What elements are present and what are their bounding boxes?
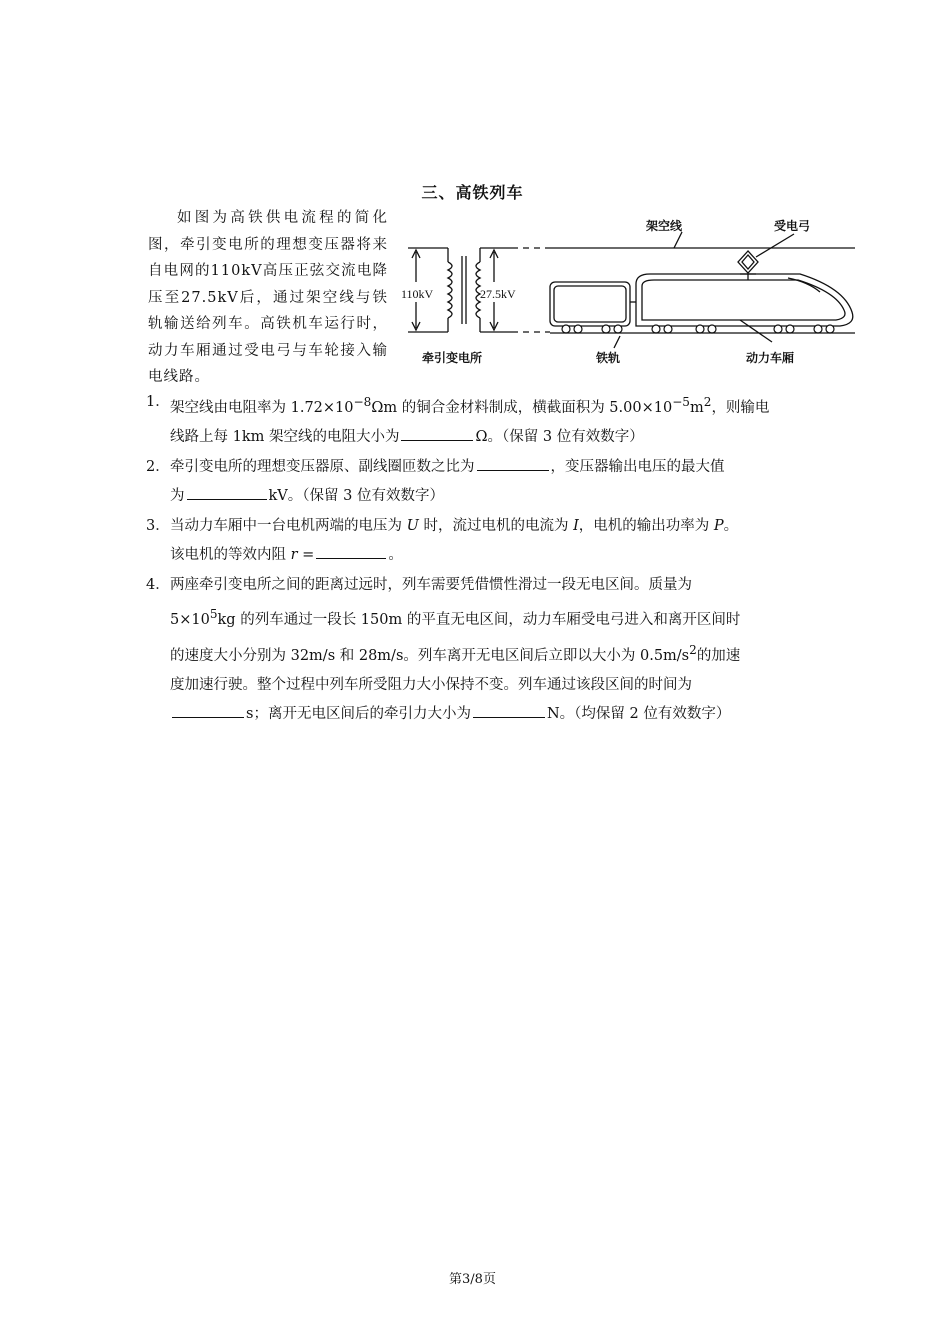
rail: [550, 320, 855, 348]
question-number: 2．: [146, 458, 170, 475]
answer-blank[interactable]: [172, 701, 244, 718]
question-number: 4．: [146, 576, 170, 593]
primary-voltage-label: 110kV: [401, 287, 434, 301]
wheels: [562, 325, 834, 333]
answer-blank[interactable]: [401, 424, 473, 441]
catenary-wire: [550, 232, 855, 248]
answer-blank[interactable]: [477, 454, 549, 471]
catenary-label: 架空线: [646, 219, 683, 233]
pantograph-label: 受电弓: [774, 219, 811, 233]
question-list: [146, 388, 806, 730]
question-4: 4． 两座牵引变电所之间的距离过远时，列车需要凭借惯性滑过一段无电区间。质量为 $5\times 10^5kg$ 的列车通过一段长 150m 的平直无电区间，动力车厢受电弓进入和离开区间时 的速度大小分别为 32m/s 和 28m/s。列车离开无电区间后立即以大小为 $0.5m/s^2$的加速 度加速行驶。整个过程中列车所受阻力大小保持不变。列车通过该段区间的时间为 s；离开无电区间后的牵引力大小为 N。（均保留 2 位有效数字）: [146, 571, 806, 730]
rail-label: 铁轨: [596, 351, 621, 365]
section-title: 三、高铁列车: [421, 183, 524, 202]
train-body: [550, 274, 853, 326]
intro-paragraph: 如图为高铁供电流程的简化图，牵引变电所的理想变压器将来自电网的110kV高压正弦交流电降压至27.5kV后，通过架空线与铁轨输送给列车。高铁机车运行时，动力车厢通过受电弓与车轮接入输电线路。: [148, 210, 388, 385]
secondary-voltage-label: 27.5kV: [480, 287, 516, 301]
answer-blank[interactable]: [316, 542, 386, 559]
question-2: 2． 牵引变电所的理想变压器原、副线圈匝数之比为 ，变压器输出电压的最大值 为 kV。（保留 3 位有效数字）: [146, 453, 806, 512]
power-car-label: 动力车厢: [746, 351, 795, 365]
question-number: 3．: [146, 517, 170, 534]
question-1: 1． 架空线由电阻率为 $1.72\times 10^{-8}\Omega m$ 的铜合金材料制成，横截面积为 $5.00\times 10^{-5}m^2$，则输电 线路上每 1km 架空线的电阻大小为 Ω。（保留 3 位有效数字）: [146, 388, 806, 453]
substation-label: 牵引变电所: [422, 351, 483, 365]
page-number: 第3/8页: [449, 1272, 496, 1287]
question-3: 3． 当动力车厢中一台电机两端的电压为 U 时，流过电机的电流为 I，电机的输出功率为 P。 该电机的等效内阻 r = 。: [146, 512, 806, 571]
answer-blank[interactable]: [473, 701, 545, 718]
answer-blank[interactable]: [187, 483, 267, 500]
pantograph: [738, 234, 794, 280]
question-number: 1．: [146, 394, 170, 410]
power-supply-diagram: [400, 212, 860, 382]
